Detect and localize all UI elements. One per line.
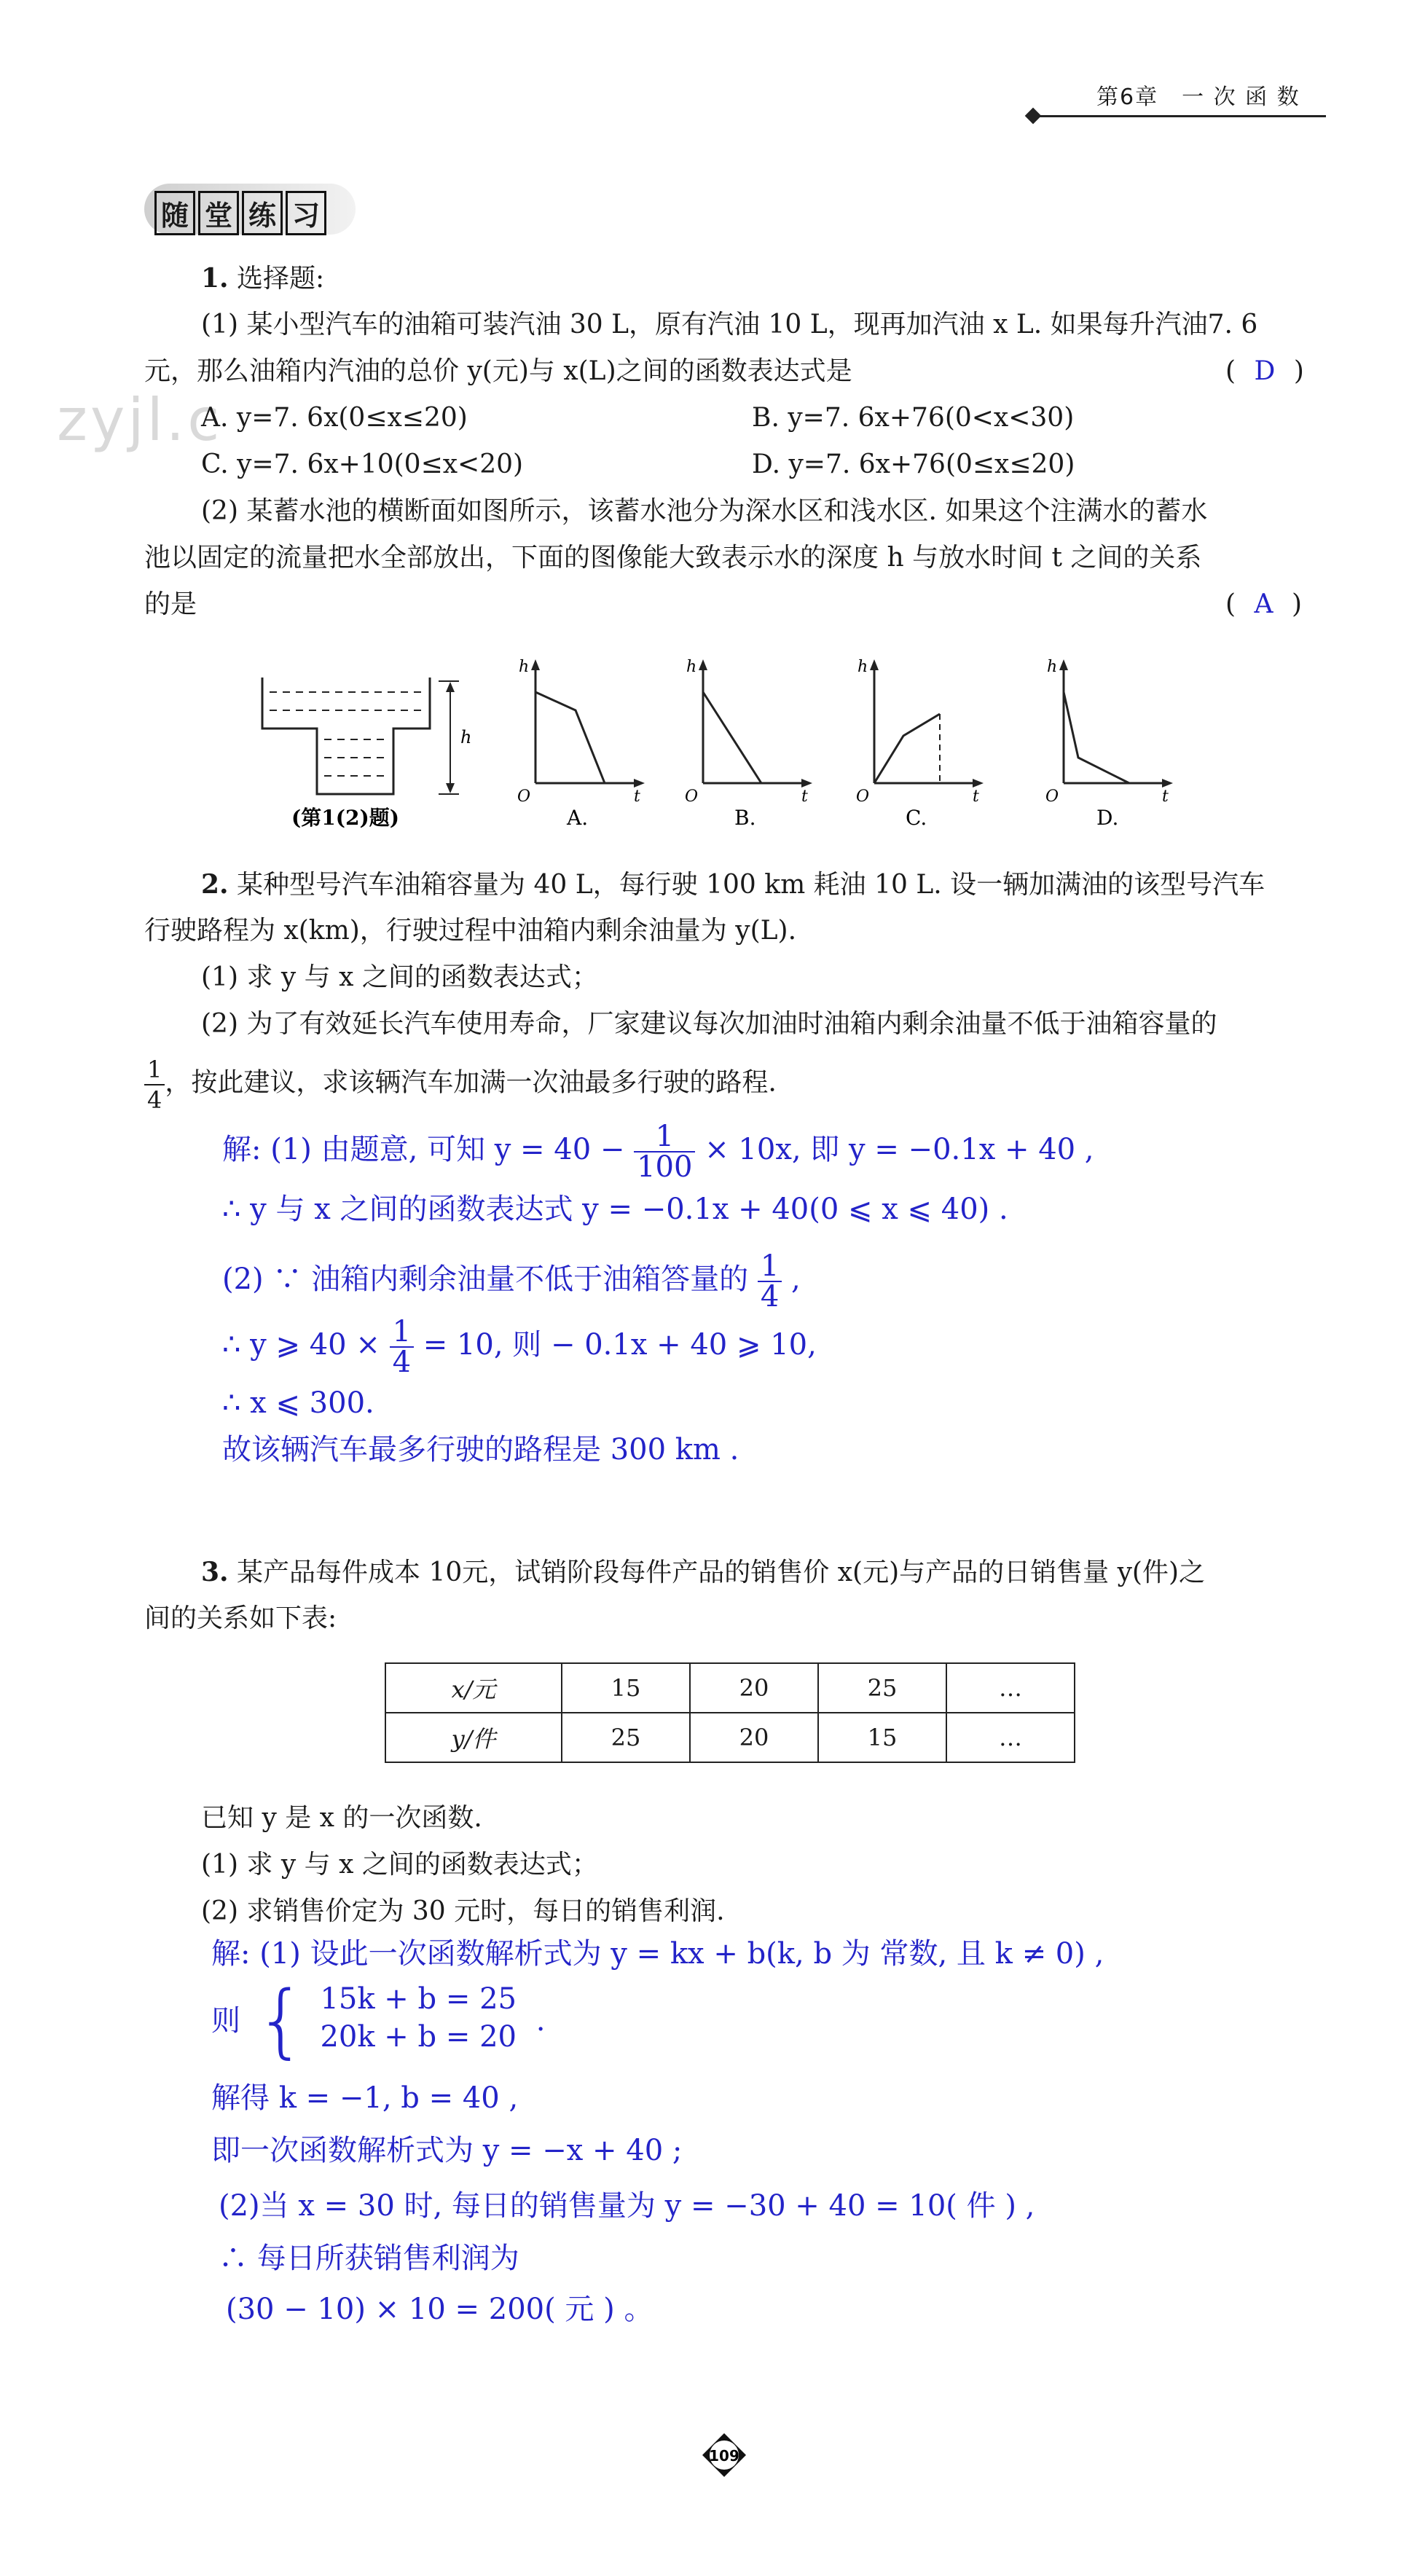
solution-text: ∴ y ⩾ 40 ×: [222, 1328, 380, 1362]
table-header-cell: x/元: [385, 1663, 562, 1713]
q3-line1-text: 某产品每件成本 10元，试销阶段每件产品的销售价 x(元)与产品的日销售量 y(件)之: [237, 1558, 1206, 1587]
graph-c-label: C.: [906, 806, 927, 830]
answer-paren-close: ): [1293, 356, 1304, 386]
table-cell: …: [946, 1663, 1075, 1713]
solution-text: 解: (1) 由题意, 可知 y = 40 −: [222, 1133, 625, 1166]
axis-t-label: t: [634, 788, 640, 806]
table-row: [385, 1663, 1075, 1713]
solution-text: ,: [790, 1263, 801, 1296]
q3-solution-line4: 即一次函数解析式为 y = −x + 40 ;: [211, 2134, 683, 2167]
q1-option-d: D. y=7. 6x+76(0≤x≤20): [752, 449, 1075, 479]
table-header-cell: y/件: [385, 1713, 562, 1762]
fraction: [144, 1055, 165, 1115]
graph-b: [703, 663, 809, 783]
q3-sub2: (2) 求销售价定为 30 元时，每日的销售利润.: [201, 1896, 725, 1926]
q1-p2-line1: (2) 某蓄水池的横断面如图所示，该蓄水池分为深水区和浅水区. 如果这个注满水的蓄水: [201, 496, 1208, 526]
table-cell: 25: [818, 1663, 946, 1713]
q2-sub1: (1) 求 y 与 x 之间的函数表达式；: [201, 962, 598, 992]
q2-solution-line6: 故该辆汽车最多行驶的路程是 300 km .: [222, 1433, 739, 1466]
fraction-numerator: 1: [758, 1252, 782, 1282]
axis-h-label: h: [686, 658, 697, 676]
q2-line2: 行驶路程为 x(km)，行驶过程中油箱内剩余油量为 y(L).: [144, 916, 797, 946]
q2-line1: [201, 865, 1265, 904]
fraction-denominator: 4: [392, 1346, 412, 1379]
q2-sub2-cont: [144, 1055, 777, 1115]
fraction: [758, 1249, 782, 1313]
section-title-char: 堂: [198, 191, 239, 235]
graph-c: [874, 663, 980, 783]
axis-h-label: h: [1047, 658, 1058, 676]
q1-p1-line1: (1) 某小型汽车的油箱可装汽油 30 L，原有汽油 10 L，现再加汽油 x L. 如果每升汽油7. 6: [201, 310, 1258, 339]
fraction-numerator: 1: [390, 1317, 414, 1348]
chapter-header: 第6章 一 次 函 数: [1096, 85, 1300, 110]
page-number: 109: [709, 2447, 739, 2465]
q2-line1-text: 某种型号汽车油箱容量为 40 L，每行驶 100 km 耗油 10 L. 设一辆加满油的该型号汽车: [237, 870, 1265, 900]
q1-heading: [201, 259, 324, 298]
reservoir-diagram: [262, 678, 459, 794]
q1-p2-answer-box: [1225, 586, 1302, 624]
solution-text: = 10, 则 − 0.1x + 40 ⩾ 10,: [423, 1328, 817, 1362]
fraction-denominator: 4: [147, 1086, 162, 1114]
origin-label: O: [856, 788, 870, 806]
graph-b-label: B.: [734, 806, 756, 830]
q3-line2: 间的关系如下表:: [144, 1603, 337, 1633]
q3-solution-line7: (30 − 10) × 10 = 200( 元 ) 。: [226, 2293, 654, 2326]
equation-system: [320, 1980, 517, 2056]
watermark: zyjl.c: [57, 386, 223, 454]
q1-option-b: B. y=7. 6x+76(0<x<30): [752, 403, 1075, 433]
section-title-char: 习: [286, 191, 326, 235]
q3-known: 已知 y 是 x 的一次函数.: [201, 1803, 482, 1833]
graph-a-label: A.: [567, 806, 589, 830]
q3-solution-line1: 解: (1) 设此一次函数解析式为 y = kx + b(k, b 为 常数, 且 k ≠ 0) ,: [211, 1937, 1104, 1971]
solution-text: 则: [211, 2004, 240, 2038]
q1-p1-answer: D: [1254, 356, 1276, 386]
q1-p2-answer: A: [1254, 589, 1273, 619]
q3-value-table: [385, 1662, 1075, 1763]
fraction: [634, 1122, 695, 1182]
q1-heading-text: 选择题:: [237, 264, 325, 294]
table-row: [385, 1713, 1075, 1762]
answer-paren-close: ): [1291, 589, 1302, 619]
graph-a: [535, 663, 641, 783]
q2-number: 2.: [201, 869, 229, 900]
q1-figure: [248, 648, 1239, 845]
q1-option-c: C. y=7. 6x+10(0≤x<20): [201, 449, 524, 479]
origin-label: O: [1045, 788, 1059, 806]
q1-number: 1.: [201, 263, 229, 294]
q2-sub2-tail: ，按此建议，求该辆汽车加满一次油最多行驶的路程.: [165, 1067, 777, 1098]
section-title-char: 练: [242, 191, 283, 235]
fraction-denominator: 100: [637, 1150, 693, 1184]
origin-label: O: [685, 788, 699, 806]
reservoir-h-label: h: [460, 727, 472, 747]
equation-line: 15k + b = 25: [320, 1982, 517, 2016]
q1-option-a: A. y=7. 6x(0≤x≤20): [201, 403, 468, 433]
axis-t-label: t: [801, 788, 808, 806]
q3-solution-line5: (2)当 x = 30 时, 每日的销售量为 y = −30 + 40 = 10( 件 ) ,: [219, 2189, 1035, 2223]
section-title: [154, 191, 329, 235]
graph-d: [1064, 663, 1169, 783]
answer-paren-open: (: [1225, 356, 1236, 386]
solution-text: .: [535, 2004, 546, 2038]
section-title-char: 随: [154, 191, 195, 235]
q2-solution-line4: [222, 1317, 817, 1377]
fraction-numerator: 1: [144, 1055, 165, 1085]
origin-label: O: [517, 788, 531, 806]
q1-p1-line2: 元，那么油箱内汽油的总价 y(元)与 x(L)之间的函数表达式是: [144, 356, 852, 386]
axis-t-label: t: [973, 788, 979, 806]
q2-solution-line5: ∴ x ⩽ 300.: [222, 1386, 374, 1420]
table-cell: 25: [562, 1713, 690, 1762]
fraction-denominator: 4: [760, 1280, 780, 1313]
table-cell: 20: [690, 1713, 818, 1762]
axis-h-label: h: [519, 658, 530, 676]
left-brace-icon: {: [255, 1974, 307, 2067]
solution-text: (2) ∵ 油箱内剩余油量不低于油箱答量的: [222, 1263, 749, 1296]
page-number-badge: [701, 2432, 747, 2478]
axis-h-label: h: [857, 658, 868, 676]
q3-solution-line3: 解得 k = −1, b = 40 ,: [211, 2081, 519, 2115]
table-cell: 15: [562, 1663, 690, 1713]
q3-sub1: (1) 求 y 与 x 之间的函数表达式；: [201, 1850, 598, 1880]
q1-p2-line3: 的是: [144, 589, 197, 619]
fraction-numerator: 1: [634, 1122, 695, 1152]
q3-solution-line6: ∴ 每日所获销售利润为: [219, 2242, 519, 2275]
answer-paren-open: (: [1225, 589, 1236, 619]
q2-sub2: (2) 为了有效延长汽车使用寿命，厂家建议每次加油时油箱内剩余油量不低于油箱容量的: [201, 1009, 1217, 1039]
axis-t-label: t: [1162, 788, 1169, 806]
table-cell: 15: [818, 1713, 946, 1762]
q1-p1-answer-box: [1225, 353, 1304, 390]
table-cell: 20: [690, 1663, 818, 1713]
fraction: [390, 1317, 414, 1377]
graph-d-label: D.: [1096, 806, 1119, 830]
q2-solution-line1: [222, 1122, 1094, 1182]
q3-solution-system: [211, 1974, 546, 2067]
header-rule: [1035, 115, 1326, 117]
equation-line: 20k + b = 20: [320, 2020, 517, 2054]
table-cell: …: [946, 1713, 1075, 1762]
q2-solution-line2: ∴ y 与 x 之间的函数表达式 y = −0.1x + 40(0 ⩽ x ⩽ 40) .: [222, 1193, 1008, 1226]
figure-caption: (第1(2)题): [291, 806, 399, 830]
q3-line1: [201, 1553, 1205, 1592]
q2-solution-line3: [222, 1249, 801, 1313]
solution-text: × 10x, 即 y = −0.1x + 40 ,: [704, 1133, 1094, 1166]
q3-number: 3.: [201, 1557, 229, 1587]
q1-p2-line2: 池以固定的流量把水全部放出，下面的图像能大致表示水的深度 h 与放水时间 t 之间的关系: [144, 543, 1202, 573]
